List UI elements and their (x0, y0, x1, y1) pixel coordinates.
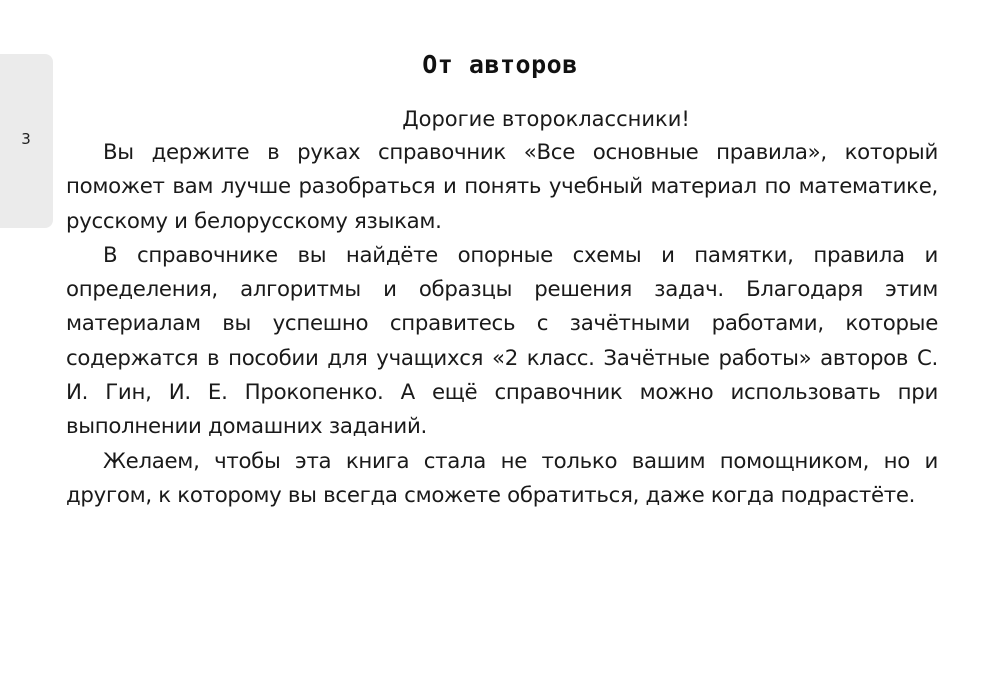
body-text (66, 136, 938, 513)
page-title: От авторов (422, 50, 578, 79)
paragraph-3: Желаем, чтобы эта книга стала не только вашим помощником, но и другом, к которому вы всегда сможете обратиться, даже когда подрастёте. (66, 448, 938, 508)
paragraph-1: Вы держите в руках справочник «Все основные правила», который поможет вам лучше разобраться и понять учебный материал по математике, русскому и белорусскому языкам. (66, 140, 938, 234)
page-number: 3 (21, 130, 31, 148)
greeting: Дорогие второклассники! (402, 107, 690, 131)
paragraph-2: В справочнике вы найдёте опорные схемы и памятки, правила и определения, алгоритмы и образцы решения задач. Благодаря этим материалам вы успешно справитесь с зачётными работами, которые содержатся в пособии для учащихся «2 класс. Зачётные работы» авторов С. И. Гин, И. Е. Прокопенко. А ещё справочник можно использовать при выполнении домашних заданий. (66, 242, 938, 440)
